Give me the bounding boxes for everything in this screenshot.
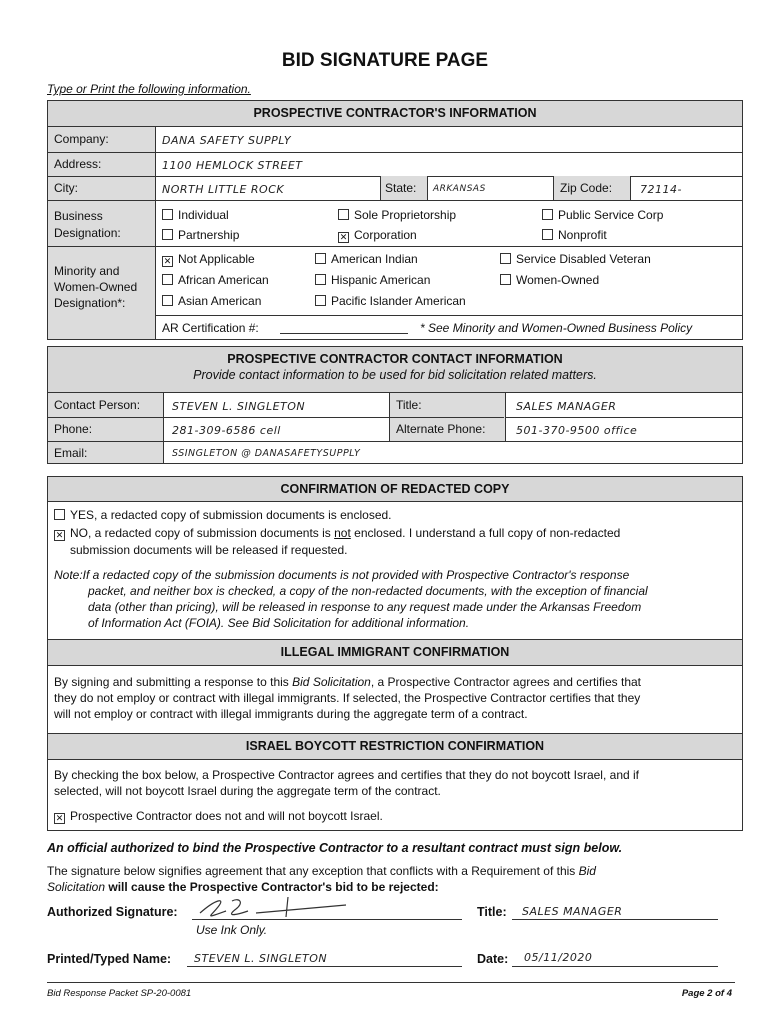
redacted-yes-option[interactable]: YES, a redacted copy of submission documents is enclosed. (54, 508, 392, 522)
instruction-text: Type or Print the following information. (47, 82, 251, 96)
footer-page-number: Page 2 of 4 (681, 988, 732, 999)
contact-info-header (48, 347, 742, 393)
city-value[interactable]: NORTH LITTLE ROCK (162, 183, 285, 196)
footer-left: Bid Response Packet SP-20-0081 (47, 988, 192, 999)
ar-cert-field[interactable] (280, 333, 408, 334)
alt-phone-label: Alternate Phone: (396, 422, 486, 436)
israel-header: ISRAEL BOYCOTT RESTRICTION CONFIRMATION (48, 734, 742, 760)
israel-line-2: selected, will not boycott Israel during the aggregate term of the contract. (54, 784, 441, 798)
city-label: City: (54, 181, 78, 195)
title-value[interactable]: SALES MANAGER (516, 400, 617, 413)
illegal-line-2: they do not employ or contract with illegal immigrants. If selected, the Prospective Contractor certifies that they (54, 691, 641, 705)
phone-value[interactable]: 281-309-6586 cell (172, 424, 281, 437)
footer-rule (47, 982, 735, 983)
official-text: An official authorized to bind the Prospective Contractor to a resultant contract must sign below. (47, 841, 623, 855)
illegal-line-1: By signing and submitting a response to this Bid Solicitation, a Prospective Contractor agrees and certifies that (54, 675, 641, 689)
contact-info-subtitle: Provide contact information to be used for bid solicitation related matters. (193, 368, 597, 382)
redacted-note-3: data (other than pricing), will be released in response to any request made under the Arkansas Freedom (88, 600, 642, 614)
contact-person-value[interactable]: STEVEN L. SINGLETON (172, 400, 306, 413)
redacted-no-continued: submission documents will be released if requested. (70, 543, 348, 557)
zip-label: Zip Code: (560, 181, 613, 195)
redacted-header: CONFIRMATION OF REDACTED COPY (48, 477, 742, 502)
minority-option-american-indian[interactable]: American Indian (315, 252, 418, 266)
contact-info-section (47, 346, 743, 464)
minority-option-service-disabled-veteran[interactable]: Service Disabled Veteran (500, 252, 651, 266)
signing-title-value[interactable]: SALES MANAGER (522, 905, 623, 918)
business-option-partnership[interactable]: Partnership (162, 228, 239, 242)
minority-option-hispanic-american[interactable]: Hispanic American (315, 273, 430, 287)
state-value[interactable]: ARKANSAS (433, 184, 486, 194)
alt-phone-value[interactable]: 501-370-9500 office (516, 424, 638, 437)
email-value[interactable]: SSINGLETON @ DANASAFETYSUPPLY (172, 448, 361, 459)
business-label-2: Designation: (54, 226, 121, 240)
checked-icon: ✕ (163, 256, 172, 266)
redacted-note-4: of Information Act (FOIA). See Bid Solicitation for additional information. (88, 616, 470, 630)
email-label: Email: (54, 446, 88, 460)
ar-cert-label: AR Certification #: (162, 321, 259, 335)
signature-scribble (196, 893, 366, 921)
redacted-note-2: packet, and neither box is checked, a copy of the non-redacted documents, with the exception of financial (88, 584, 648, 598)
minority-option-women-owned[interactable]: Women-Owned (500, 273, 599, 287)
printed-name-line[interactable] (187, 966, 462, 967)
checked-icon: ✕ (55, 813, 64, 823)
contact-info-title: PROSPECTIVE CONTRACTOR CONTACT INFORMATION (227, 352, 563, 366)
contractor-info-section (47, 100, 743, 340)
agreement-line-2: Solicitation will cause the Prospective Contractor's bid to be rejected: (47, 880, 439, 894)
israel-checkbox[interactable]: ✕ Prospective Contractor does not and will not boycott Israel. (55, 809, 383, 823)
minority-option-asian-american[interactable]: Asian American (162, 294, 261, 308)
illegal-line-3: will not employ or contract with illegal immigrants during the aggregate term of a contract. (54, 707, 528, 721)
state-label: State: (385, 181, 417, 195)
authorized-signature-label: Authorized Signature: (47, 905, 178, 919)
checked-icon: ✕ (55, 530, 64, 540)
contact-person-label: Contact Person: (54, 398, 141, 412)
confirmation-section (47, 476, 743, 831)
company-label: Company: (54, 132, 109, 146)
address-value[interactable]: 1100 HEMLOCK STREET (162, 159, 303, 172)
page-title: BID SIGNATURE PAGE (281, 50, 489, 71)
signing-title-label: Title: (477, 905, 507, 919)
printed-name-value[interactable]: STEVEN L. SINGLETON (194, 952, 328, 965)
date-label: Date: (477, 952, 509, 966)
signing-title-line[interactable] (512, 919, 718, 920)
address-label: Address: (54, 157, 102, 171)
zip-value[interactable]: 72114- (640, 183, 682, 196)
date-value[interactable]: 05/11/2020 (524, 951, 593, 964)
minority-label-1: Minority and (54, 264, 120, 278)
minority-option-not-applicable[interactable]: ✕ Not Applicable (163, 252, 255, 266)
business-option-nonprofit[interactable]: Nonprofit (542, 228, 607, 242)
title-label: Title: (396, 398, 422, 412)
redacted-no-option[interactable]: ✕ NO, a redacted copy of submission documents is not enclosed. I understand a full copy of non-redacted (55, 526, 621, 540)
printed-name-label: Printed/Typed Name: (47, 952, 172, 966)
use-ink-note: Use Ink Only. (196, 923, 268, 937)
company-value[interactable]: DANA SAFETY SUPPLY (162, 134, 292, 147)
minority-option-african-american[interactable]: African American (162, 273, 269, 287)
redacted-note-1: Note:If a redacted copy of the submission documents is not provided with Prospective Contractor's response (54, 568, 630, 582)
business-option-sole-proprietorship[interactable]: Sole Proprietorship (338, 208, 456, 222)
business-option-individual[interactable]: Individual (162, 208, 229, 222)
contractor-info-header: PROSPECTIVE CONTRACTOR'S INFORMATION (48, 101, 742, 127)
date-line[interactable] (512, 966, 718, 967)
phone-label: Phone: (54, 422, 93, 436)
business-option-corporation[interactable]: ✕ Corporation (339, 228, 417, 242)
business-label-1: Business (54, 209, 103, 223)
minority-option-pacific-islander-american[interactable]: Pacific Islander American (315, 294, 466, 308)
israel-line-1: By checking the box below, a Prospective Contractor agrees and certifies that they do not boycott Israel, and if (54, 768, 639, 782)
agreement-line-1: The signature below signifies agreement that any exception that conflicts with a Requirement of this Bid (47, 864, 596, 878)
business-option-public-service-corp[interactable]: Public Service Corp (542, 208, 663, 222)
checked-icon: ✕ (339, 232, 348, 242)
ar-cert-note: * See Minority and Women-Owned Business Policy (420, 321, 693, 335)
minority-label-2: Women-Owned (54, 280, 138, 294)
minority-label-3: Designation*: (54, 296, 126, 310)
illegal-header: ILLEGAL IMMIGRANT CONFIRMATION (48, 640, 742, 666)
